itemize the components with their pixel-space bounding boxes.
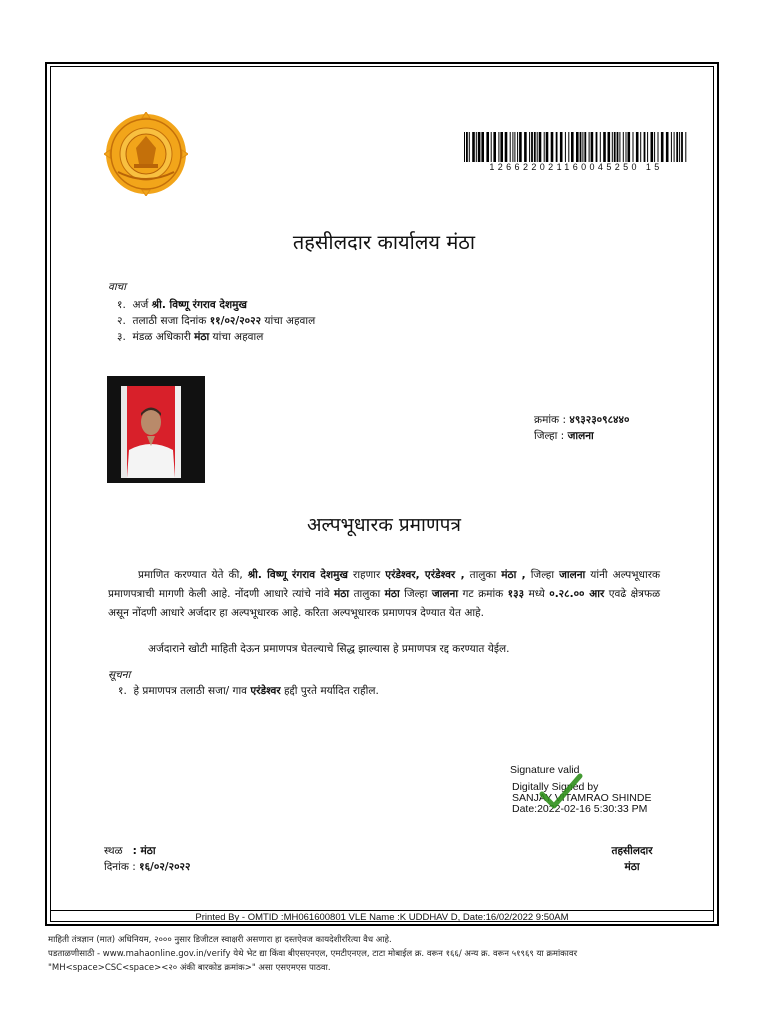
certificate-body-paragraph: प्रमाणित करण्यात येते की, श्री. विष्णू रंगराव देशमुख राहणार एरंडेश्वर, एरंडेश्वर , तालुका मंठा , जिल्हा जालना यांनी अल्पभूधारक प्रमाणपत्राची मागणी केली आहे. नोंदणी आधारे त्यांचे नांवे मंठा तालुका मंठा जिल्हा जालना गट क्रमांक १३३ मध्ये ०.२८.०० आर एवढे क्षेत्रफळ असून नोंदणी आधारे अर्जदार हा अल्पभूधारक आहे. करिता अल्पभूधारक प्रमाणपत्र देण्यात येत आहे. <box>108 569 661 619</box>
printed-by-line: Printed By - OMTID :MH061600801 VLE Name :K UDDHAV D, Date:16/02/2022 9:50AM <box>195 912 569 923</box>
cancellation-clause: अर्जदाराने खोटी माहिती देऊन प्रमाणपत्र घेतल्याचे सिद्ध झाल्यास हे प्रमाणपत्र रद्द करण्यात येईल. <box>148 643 510 655</box>
office-title: तहसीलदार कार्यालय मंठा <box>292 230 476 254</box>
maharashtra-seal-logo <box>104 112 188 196</box>
verification-footer <box>48 933 738 975</box>
date: दिनांक : १६/०२/२०२२ <box>104 861 191 873</box>
reference-list <box>117 297 315 345</box>
certificate-district: जिल्हा : जालना <box>534 430 594 442</box>
certificate-number: क्रमांक : ४९३२३०९८४४० <box>534 414 630 426</box>
printed-by-divider <box>50 910 714 911</box>
place: स्थळ : मंठा <box>104 845 156 857</box>
officer-title: तहसीलदार <box>611 845 653 857</box>
barcode-number: 126622021160045250 15 <box>489 162 663 172</box>
certificate-meta <box>534 412 629 444</box>
place-date-block <box>104 843 190 875</box>
signature-signer: SANJAY VITAMRAO SHINDE <box>512 792 652 804</box>
applicant-photo <box>121 386 181 478</box>
issuing-officer <box>590 843 674 875</box>
officer-place: मंठा <box>624 861 640 873</box>
footer-line: पडताळणीसाठी - www.mahaonline.gov.in/verify येथे भेट द्या किंवा बीएसएनएल, एमटीएनएल, टाटा मोबाईल क्र. वरून १६६/ अन्य क्र. वरून ५१९६९ या क्रमांकावर <box>48 949 578 959</box>
signature-line: Digitally Signed by <box>512 781 599 793</box>
footer-line: माहिती तंत्रज्ञान (मात) अधिनियम, २००० नुसार डिजीटल स्वाक्षरी असणारा हा दस्तऐवज कायदेशीररित्या वैध आहे. <box>48 935 392 945</box>
reference-item: ३. मंडळ अधिकारी मंठा यांचा अहवाल <box>117 331 264 343</box>
footer-line: "MH<space>CSC<space><२० अंकी बारकोड क्रमांक>" असा एसएमएस पाठवा. <box>48 963 331 973</box>
note-item: १. हे प्रमाणपत्र तलाठी सजा/ गाव एरंडेश्वर हद्दी पुरते मर्यादित राहील. <box>118 685 379 697</box>
note-label: सूचना <box>108 669 131 681</box>
signature-valid-label: Signature valid <box>510 764 580 776</box>
reference-label: वाचा <box>108 281 126 293</box>
signature-date: Date:2022-02-16 5:30:33 PM <box>512 803 648 815</box>
reference-item: २. तलाठी सजा दिनांक ११/०२/२०२२ यांचा अहवाल <box>117 315 316 327</box>
reference-item: १. अर्ज श्री. विष्णू रंगराव देशमुख <box>117 299 247 311</box>
barcode <box>462 132 690 162</box>
checkmark-icon <box>536 768 586 814</box>
certificate-title: अल्पभूधारक प्रमाणपत्र <box>307 514 461 536</box>
